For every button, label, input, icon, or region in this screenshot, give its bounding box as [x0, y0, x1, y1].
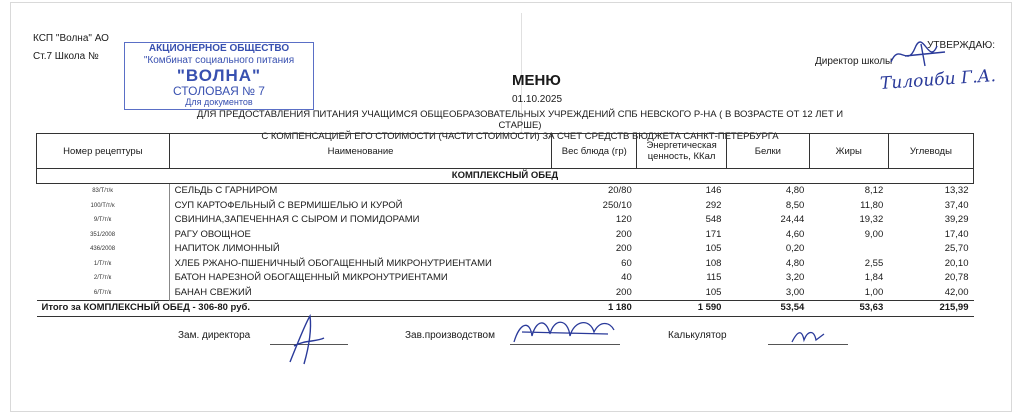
stamp-line4: СТОЛОВАЯ № 7 [173, 84, 265, 98]
total-fat: 53,63 [809, 301, 888, 317]
dish-name: СЕЛЬДЬ С ГАРНИРОМ [169, 184, 552, 199]
header-carbs: Углеводы [888, 134, 973, 169]
recipe-code: 83/Т/т/к [92, 188, 113, 195]
dish-protein: 24,44 [780, 214, 805, 226]
dish-carbs: 42,00 [944, 286, 969, 298]
director-signature-icon [885, 38, 955, 72]
recipe-code: 9/Т/т/к [93, 217, 112, 224]
recipe-code: 436/2008 [90, 246, 116, 253]
dish-name: БАНАН СВЕЖИЙ [169, 286, 552, 301]
recipe-code: 351/2008 [90, 231, 116, 238]
dish-name: БАТОН НАРЕЗНОЙ ОБОГАЩЕННЫЙ МИКРОНУТРИЕНТАМИ [169, 271, 552, 286]
production-head-label: Зав.производством [405, 330, 495, 341]
dish-weight: 120 [615, 214, 632, 226]
total-weight: 1 180 [552, 301, 637, 317]
dish-protein: 3,00 [785, 286, 805, 298]
recipe-code: 100/Т/т/к [90, 202, 115, 209]
section-title: КОМПЛЕКСНЫЙ ОБЕД [37, 169, 974, 184]
director-name-signature: Тилоиби Г.А. [879, 65, 997, 95]
org-name: КСП "Волна" АО [33, 33, 109, 44]
header-recipe: Номер рецептуры [37, 134, 170, 169]
production-signature-icon [510, 312, 620, 352]
table-row [37, 242, 974, 257]
dish-energy: 108 [705, 257, 722, 269]
page-title: МЕНЮ [512, 72, 561, 89]
dish-fat: 8,12 [864, 185, 884, 197]
approve-label: УТВЕРЖДАЮ: [927, 40, 995, 51]
dish-energy: 146 [705, 185, 722, 197]
table-row [37, 257, 974, 272]
dish-energy: 171 [705, 228, 722, 240]
organization-block [33, 30, 109, 66]
subtitle-line2: С КОМПЕНСАЦИЕЙ ЕГО СТОИМОСТИ (ЧАСТИ СТОИМОСТИ) ЗА СЧЕТ СРЕДСТВ БЮДЖЕТА САНКТ-ПЕТЕРБУРГА [261, 131, 779, 142]
dish-fat: 19,32 [859, 214, 884, 226]
deputy-signature-icon [280, 312, 330, 368]
dish-name: РАГУ ОВОЩНОЕ [169, 228, 552, 243]
header-energy: Энергетическая ценность, ККал [637, 134, 727, 169]
table-row [37, 213, 974, 228]
company-stamp [124, 42, 314, 110]
table-header-row [37, 134, 974, 169]
recipe-code: 1/Т/т/к [93, 260, 112, 267]
calculator-label: Калькулятор [668, 330, 727, 341]
dish-carbs: 20,78 [944, 272, 969, 284]
dish-carbs: 17,40 [944, 228, 969, 240]
stamp-line1: АКЦИОНЕРНОЕ ОБЩЕСТВО [148, 43, 290, 54]
dish-name: НАПИТОК ЛИМОННЫЙ [169, 242, 552, 257]
total-carbs: 215,99 [888, 301, 973, 317]
total-protein: 53,54 [726, 301, 809, 317]
dish-energy: 105 [705, 286, 722, 298]
section-row [37, 169, 974, 184]
total-energy: 1 590 [637, 301, 727, 317]
dish-carbs: 39,29 [944, 214, 969, 226]
dish-carbs: 13,32 [944, 185, 969, 197]
table-row [37, 228, 974, 243]
dish-weight: 200 [615, 286, 632, 298]
dish-weight: 40 [621, 272, 632, 284]
stamp-line2: "Комбинат социального питания [143, 55, 295, 66]
dish-protein: 3,20 [785, 272, 805, 284]
dish-protein: 4,80 [785, 185, 805, 197]
deputy-director-label: Зам. директора [178, 330, 251, 341]
dish-weight: 60 [621, 257, 632, 269]
director-label: Директор школы [815, 56, 893, 67]
document-date: 01.10.2025 [512, 94, 563, 105]
dish-fat [809, 242, 888, 257]
dish-weight: 20/80 [607, 185, 632, 197]
dish-protein: 8,50 [785, 199, 805, 211]
calculator-signature-icon [788, 326, 828, 346]
dish-carbs: 20,10 [944, 257, 969, 269]
stamp-line3: "ВОЛНА" [176, 66, 262, 85]
dish-name: СУП КАРТОФЕЛЬНЫЙ С ВЕРМИШЕЛЬЮ И КУРОЙ [169, 199, 552, 214]
recipe-code: 6/Т/т/к [93, 289, 112, 296]
total-row [37, 301, 974, 317]
subtitle-line1: ДЛЯ ПРЕДОСТАВЛЕНИЯ ПИТАНИЯ УЧАЩИМСЯ ОБЩЕОБРАЗОВАТЕЛЬНЫХ УЧРЕЖДЕНИЙ СПБ НЕВСКОГО Р-НА ( В ВОЗРАСТЕ ОТ 12 ЛЕТ И СТАРШЕ) [196, 109, 844, 131]
dish-energy: 548 [705, 214, 722, 226]
dish-weight: 200 [615, 243, 632, 255]
dish-protein: 4,80 [785, 257, 805, 269]
header-fat: Жиры [809, 134, 888, 169]
dish-energy: 115 [706, 272, 722, 284]
dish-weight: 250/10 [602, 199, 632, 211]
header-name: Наименование [169, 134, 552, 169]
dish-weight: 200 [615, 228, 632, 240]
dish-protein: 0,20 [785, 243, 805, 255]
table-row [37, 271, 974, 286]
stamp-line5: Для документов [185, 97, 253, 107]
dish-protein: 4,60 [785, 228, 805, 240]
table-row [37, 199, 974, 214]
dish-fat: 11,80 [860, 199, 884, 211]
dish-name: СВИНИНА,ЗАПЕЧЕННАЯ С СЫРОМ И ПОМИДОРАМИ [169, 213, 552, 228]
header-protein: Белки [726, 134, 809, 169]
menu-table [36, 133, 974, 317]
table-row [37, 184, 974, 199]
dish-carbs: 37,40 [944, 199, 969, 211]
table-row [37, 286, 974, 301]
recipe-code: 2/Т/т/к [93, 275, 112, 282]
header-weight: Вес блюда (гр) [552, 134, 637, 169]
dish-fat: 1,84 [864, 272, 884, 284]
dish-carbs: 25,70 [944, 243, 969, 255]
dish-fat: 2,55 [864, 257, 884, 269]
total-label: Итого за КОМПЛЕКСНЫЙ ОБЕД - 306-80 руб. [37, 301, 552, 317]
dish-name: ХЛЕБ РЖАНО-ПШЕНИЧНЫЙ ОБОГАЩЕННЫЙ МИКРОНУТРИЕНТАМИ [169, 257, 552, 272]
dish-fat: 1,00 [864, 286, 884, 298]
dish-energy: 105 [705, 243, 722, 255]
org-school: Ст.7 Школа № [33, 51, 99, 62]
dish-energy: 292 [705, 199, 722, 211]
dish-fat: 9,00 [864, 228, 884, 240]
